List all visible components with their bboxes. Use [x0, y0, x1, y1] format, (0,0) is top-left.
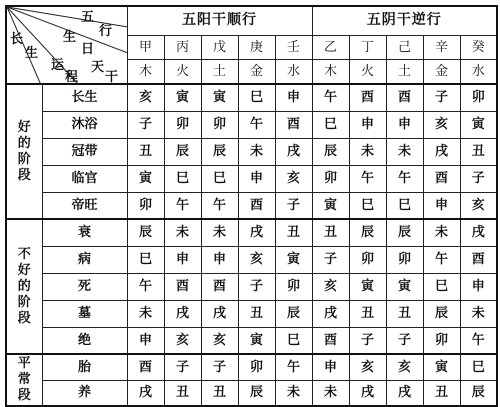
branch-cell: 巳 — [275, 327, 312, 354]
stage-label-cell: 病 — [42, 246, 127, 273]
element-header-cell: 金 — [423, 59, 460, 84]
category-label-char: 的 — [17, 135, 31, 151]
branch-cell: 寅 — [423, 354, 460, 380]
element-header-cell: 金 — [238, 59, 275, 84]
branch-cell: 未 — [423, 219, 460, 246]
branch-cell: 午 — [238, 111, 275, 138]
branch-cell: 巳 — [127, 246, 164, 273]
branch-cell: 酉 — [349, 84, 386, 111]
branch-cell: 午 — [349, 165, 386, 192]
branch-cell: 丑 — [275, 219, 312, 246]
branch-cell: 午 — [460, 327, 497, 354]
stage-label-cell: 长生 — [42, 84, 127, 111]
branch-cell: 戌 — [201, 300, 238, 327]
stage-row — [6, 327, 497, 354]
branch-cell: 丑 — [312, 219, 349, 246]
branch-cell: 子 — [460, 165, 497, 192]
branch-cell: 子 — [275, 192, 312, 219]
branch-cell: 辰 — [460, 380, 497, 406]
stage-row — [6, 111, 497, 138]
stem-header-cell: 戊 — [201, 35, 238, 59]
twelve-stages-table — [5, 5, 498, 407]
category-label-cell — [6, 354, 42, 406]
branch-cell: 酉 — [201, 273, 238, 300]
branch-cell: 子 — [312, 246, 349, 273]
branch-cell: 巳 — [423, 273, 460, 300]
stem-header-cell: 辛 — [423, 35, 460, 59]
branch-cell: 卯 — [349, 246, 386, 273]
stage-row — [6, 219, 497, 246]
category-label-char: 常 — [17, 372, 31, 387]
corner-label-yun: 运 — [51, 58, 65, 73]
branch-cell: 子 — [386, 327, 423, 354]
branch-cell: 午 — [386, 165, 423, 192]
branch-cell: 未 — [164, 219, 201, 246]
element-header-cell: 木 — [127, 59, 164, 84]
branch-cell: 戌 — [238, 219, 275, 246]
stage-label-cell: 临官 — [42, 165, 127, 192]
branch-cell: 丑 — [423, 380, 460, 406]
yin-group-header: 五阴干逆行 — [312, 6, 497, 35]
branch-cell: 亥 — [275, 165, 312, 192]
corner-label-ri: 日 — [81, 42, 95, 57]
header-corner-cell — [6, 6, 127, 84]
branch-cell: 丑 — [238, 300, 275, 327]
stage-row — [6, 354, 497, 380]
branch-cell: 子 — [201, 354, 238, 380]
stage-label-cell: 绝 — [42, 327, 127, 354]
branch-cell: 子 — [238, 273, 275, 300]
stem-header-cell: 己 — [386, 35, 423, 59]
corner-label-sheng: 生 — [25, 46, 39, 61]
branch-cell: 辰 — [201, 138, 238, 165]
branch-cell: 卯 — [423, 327, 460, 354]
branch-cell: 戌 — [312, 300, 349, 327]
table-body — [6, 84, 497, 406]
branch-cell: 寅 — [164, 84, 201, 111]
branch-cell: 申 — [349, 111, 386, 138]
element-header-cell: 土 — [386, 59, 423, 84]
stem-header-cell: 壬 — [275, 35, 312, 59]
category-label-char: 的 — [17, 278, 31, 294]
branch-cell: 子 — [127, 111, 164, 138]
branch-cell: 午 — [275, 354, 312, 380]
branch-cell: 申 — [275, 84, 312, 111]
branch-cell: 申 — [312, 354, 349, 380]
branch-cell: 辰 — [164, 138, 201, 165]
category-label-cell — [6, 219, 42, 354]
branch-cell: 午 — [423, 246, 460, 273]
category-label-char: 段 — [17, 388, 31, 403]
stem-header-cell: 乙 — [312, 35, 349, 59]
branch-cell: 巳 — [460, 354, 497, 380]
branch-cell: 未 — [127, 300, 164, 327]
branch-cell: 巳 — [238, 84, 275, 111]
branch-cell: 寅 — [201, 84, 238, 111]
branch-cell: 丑 — [164, 380, 201, 406]
branch-cell: 寅 — [460, 111, 497, 138]
yang-group-header: 五阳干顺行 — [127, 6, 312, 35]
branch-cell: 辰 — [127, 219, 164, 246]
element-header-cell: 水 — [275, 59, 312, 84]
branch-cell: 戌 — [460, 219, 497, 246]
stage-label-cell: 帝旺 — [42, 192, 127, 219]
branch-cell: 辰 — [423, 300, 460, 327]
stem-header-cell: 丁 — [349, 35, 386, 59]
branch-cell: 午 — [164, 192, 201, 219]
corner-label-xing: 行 — [99, 24, 113, 39]
stage-row — [6, 380, 497, 406]
branch-cell: 辰 — [386, 219, 423, 246]
branch-cell: 寅 — [349, 273, 386, 300]
stem-header-cell: 甲 — [127, 35, 164, 59]
branch-cell: 戌 — [386, 380, 423, 406]
branch-cell: 未 — [460, 300, 497, 327]
stage-row — [6, 84, 497, 111]
branch-cell: 戌 — [127, 380, 164, 406]
branch-cell: 亥 — [164, 327, 201, 354]
branch-cell: 戌 — [275, 138, 312, 165]
stem-header-cell: 庚 — [238, 35, 275, 59]
category-label-char: 不 — [17, 246, 31, 262]
corner-label-zhang: 长 — [10, 32, 24, 47]
branch-cell: 亥 — [423, 111, 460, 138]
branch-cell: 巳 — [164, 165, 201, 192]
branch-cell: 卯 — [386, 246, 423, 273]
branch-cell: 酉 — [386, 84, 423, 111]
branch-cell: 寅 — [386, 273, 423, 300]
branch-cell: 亥 — [312, 273, 349, 300]
branch-cell: 巳 — [349, 192, 386, 219]
branch-cell: 午 — [312, 84, 349, 111]
branch-cell: 卯 — [460, 84, 497, 111]
stage-row — [6, 138, 497, 165]
corner-label-wu: 五 — [81, 10, 95, 25]
branch-cell: 申 — [386, 111, 423, 138]
corner-label-cheng: 程 — [65, 70, 79, 85]
branch-cell: 申 — [201, 246, 238, 273]
element-header-cell: 木 — [312, 59, 349, 84]
branch-cell: 巳 — [386, 192, 423, 219]
branch-cell: 酉 — [127, 354, 164, 380]
branch-cell: 卯 — [201, 111, 238, 138]
category-label-char: 段 — [17, 310, 31, 326]
stage-row — [6, 192, 497, 219]
branch-cell: 亥 — [349, 354, 386, 380]
branch-cell: 未 — [349, 138, 386, 165]
stem-header-cell: 丙 — [164, 35, 201, 59]
branch-cell: 戌 — [423, 138, 460, 165]
branch-cell: 酉 — [312, 327, 349, 354]
branch-cell: 亥 — [386, 354, 423, 380]
branch-cell: 酉 — [164, 273, 201, 300]
branch-cell: 丑 — [349, 300, 386, 327]
branch-cell: 寅 — [127, 165, 164, 192]
stage-label-cell: 沐浴 — [42, 111, 127, 138]
category-label-char: 平 — [17, 356, 31, 371]
stem-header-cell: 癸 — [460, 35, 497, 59]
element-header-cell: 水 — [460, 59, 497, 84]
branch-cell: 戌 — [164, 300, 201, 327]
stage-label-cell: 衰 — [42, 219, 127, 246]
stage-label-cell: 死 — [42, 273, 127, 300]
stage-row — [6, 246, 497, 273]
branch-cell: 丑 — [460, 138, 497, 165]
element-header-cell: 火 — [349, 59, 386, 84]
branch-cell: 丑 — [201, 380, 238, 406]
stage-label-cell: 冠带 — [42, 138, 127, 165]
category-label-char: 阶 — [17, 151, 31, 167]
branch-cell: 午 — [201, 192, 238, 219]
branch-cell: 辰 — [238, 380, 275, 406]
branch-cell: 辰 — [349, 219, 386, 246]
branch-cell: 酉 — [460, 246, 497, 273]
branch-cell: 辰 — [275, 300, 312, 327]
branch-cell: 亥 — [460, 192, 497, 219]
branch-cell: 子 — [349, 327, 386, 354]
branch-cell: 卯 — [127, 192, 164, 219]
category-label-char: 好 — [17, 119, 31, 135]
branch-cell: 寅 — [312, 192, 349, 219]
branch-cell: 卯 — [275, 273, 312, 300]
branch-cell: 子 — [164, 354, 201, 380]
branch-cell: 寅 — [238, 327, 275, 354]
branch-cell: 申 — [164, 246, 201, 273]
stage-row — [6, 300, 497, 327]
branch-cell: 申 — [238, 165, 275, 192]
branch-cell: 亥 — [201, 327, 238, 354]
branch-cell: 卯 — [164, 111, 201, 138]
branch-cell: 丑 — [127, 138, 164, 165]
branch-cell: 卯 — [238, 354, 275, 380]
branch-cell: 酉 — [423, 165, 460, 192]
branch-cell: 未 — [238, 138, 275, 165]
corner-label-sheng2: 生 — [63, 30, 77, 45]
branch-cell: 巳 — [312, 111, 349, 138]
branch-cell: 亥 — [238, 246, 275, 273]
stage-label-cell: 养 — [42, 380, 127, 406]
corner-label-tian: 天 — [91, 60, 105, 75]
element-header-cell: 土 — [201, 59, 238, 84]
stage-label-cell: 胎 — [42, 354, 127, 380]
branch-cell: 丑 — [386, 300, 423, 327]
branch-cell: 未 — [386, 138, 423, 165]
stage-row — [6, 273, 497, 300]
category-label-cell — [6, 84, 42, 219]
branch-cell: 未 — [275, 380, 312, 406]
stage-label-cell: 墓 — [42, 300, 127, 327]
category-label-char: 段 — [17, 167, 31, 183]
branch-cell: 巳 — [201, 165, 238, 192]
branch-cell: 未 — [312, 380, 349, 406]
branch-cell: 亥 — [127, 84, 164, 111]
branch-cell: 戌 — [349, 380, 386, 406]
branch-cell: 申 — [127, 327, 164, 354]
branch-cell: 子 — [423, 84, 460, 111]
branch-cell: 未 — [201, 219, 238, 246]
branch-cell: 申 — [423, 192, 460, 219]
branch-cell: 寅 — [275, 246, 312, 273]
branch-cell: 酉 — [275, 111, 312, 138]
branch-cell: 辰 — [312, 138, 349, 165]
branch-cell: 申 — [460, 273, 497, 300]
element-header-cell: 火 — [164, 59, 201, 84]
category-label-char: 阶 — [17, 294, 31, 310]
stage-row — [6, 165, 497, 192]
branch-cell: 午 — [127, 273, 164, 300]
branch-cell: 酉 — [238, 192, 275, 219]
table-wrapper — [5, 5, 498, 407]
corner-label-gan: 干 — [105, 70, 119, 85]
category-label-char: 好 — [17, 262, 31, 278]
branch-cell: 卯 — [312, 165, 349, 192]
